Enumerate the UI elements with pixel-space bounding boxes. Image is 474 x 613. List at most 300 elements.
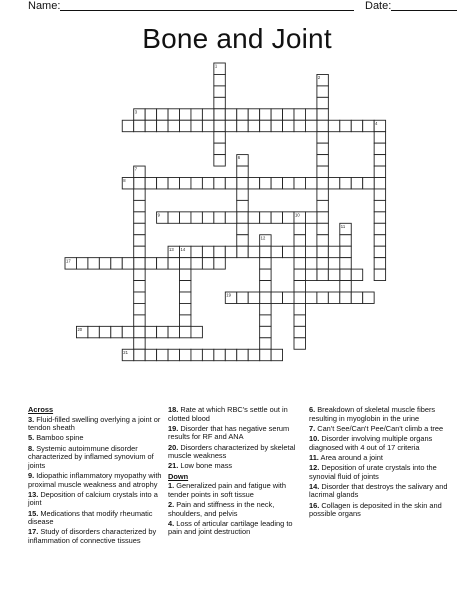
cell-number: 20 [77, 326, 83, 332]
cell-number: 10 [295, 212, 300, 218]
clue-item [309, 483, 449, 500]
clue-item [28, 434, 162, 443]
grid-cell[interactable] [283, 120, 294, 131]
grid-cell[interactable] [134, 212, 145, 223]
grid-cell[interactable] [180, 292, 191, 303]
grid-cell[interactable] [340, 120, 351, 131]
clue-item [168, 482, 305, 499]
grid-cell[interactable] [305, 109, 316, 120]
grid-cell[interactable] [374, 178, 385, 189]
grid-cell[interactable] [99, 326, 110, 337]
grid-cell[interactable] [237, 223, 248, 234]
grid-cell[interactable] [340, 258, 351, 269]
grid-cell[interactable] [168, 109, 179, 120]
grid-cell[interactable] [305, 269, 316, 280]
grid-cell[interactable] [260, 258, 271, 269]
clue-item [309, 425, 449, 434]
clue-item [168, 444, 305, 461]
grid-cell[interactable] [214, 74, 225, 85]
grid-cell[interactable] [225, 120, 236, 131]
clue-number: 1. [168, 481, 175, 491]
down-list-a [168, 482, 305, 537]
grid-cell[interactable] [283, 178, 294, 189]
clue-text: Can't See/Can't Pee/Can't climb a tree [315, 423, 444, 433]
clue-text: Systemic autoimmune disorder characterized by inflamed synovium of joints [28, 443, 154, 470]
grid-cell[interactable] [260, 303, 271, 314]
grid-cell[interactable] [202, 109, 213, 120]
grid-cell[interactable] [317, 166, 328, 177]
clue-number: 16. [309, 500, 320, 510]
grid-cell[interactable] [351, 120, 362, 131]
grid-cell[interactable] [271, 246, 282, 257]
clue-number: 2. [168, 499, 175, 509]
grid-cell[interactable] [260, 326, 271, 337]
grid-cell[interactable] [99, 258, 110, 269]
grid-cell[interactable] [76, 258, 87, 269]
grid-cell[interactable] [351, 178, 362, 189]
grid-cell[interactable] [134, 223, 145, 234]
grid-cell[interactable] [260, 349, 271, 360]
grid-cell[interactable] [317, 292, 328, 303]
grid-cell[interactable] [305, 212, 316, 223]
grid-cell[interactable] [374, 143, 385, 154]
grid-cell[interactable] [145, 120, 156, 131]
grid-cell[interactable] [214, 178, 225, 189]
clue-text: Deposition of urate crystals into the synovial fluid of joints [309, 462, 437, 481]
grid-cell[interactable] [271, 292, 282, 303]
grid-cell[interactable] [374, 223, 385, 234]
clue-text: Area around a joint [318, 452, 383, 462]
clue-item [168, 425, 305, 442]
grid-cell[interactable] [260, 212, 271, 223]
grid-cell[interactable] [237, 120, 248, 131]
grid-cell[interactable] [237, 212, 248, 223]
clue-number: 9. [28, 470, 35, 480]
grid-cell[interactable] [225, 246, 236, 257]
clue-number: 7. [309, 423, 316, 433]
grid-cell[interactable] [328, 292, 339, 303]
clue-text: Pain and stiffness in the neck, shoulders, and pelvis [168, 499, 275, 518]
cell-number: 19 [226, 292, 231, 298]
grid-cell[interactable] [305, 292, 316, 303]
clue-item [28, 416, 162, 433]
clue-item [28, 528, 162, 545]
grid-cell[interactable] [317, 109, 328, 120]
clue-text: Bamboo spine [34, 433, 84, 443]
grid-cell[interactable] [180, 349, 191, 360]
grid-cell[interactable] [191, 109, 202, 120]
down-heading: Down [168, 471, 189, 481]
across-column [28, 406, 162, 547]
clue-number: 12. [309, 462, 320, 472]
grid-cell[interactable] [294, 338, 305, 349]
grid-cell[interactable] [294, 178, 305, 189]
grid-cell[interactable] [294, 269, 305, 280]
grid-cell[interactable] [191, 246, 202, 257]
grid-cell[interactable] [317, 143, 328, 154]
grid-cell[interactable] [122, 120, 133, 131]
grid-cell[interactable] [294, 223, 305, 234]
grid-cell[interactable] [260, 246, 271, 257]
grid-cell[interactable] [111, 258, 122, 269]
cell-number: 8 [123, 178, 126, 184]
grid-cell[interactable] [134, 189, 145, 200]
grid-cell[interactable] [237, 292, 248, 303]
grid-cell[interactable] [157, 178, 168, 189]
grid-cell[interactable] [248, 246, 259, 257]
cell-number: 21 [123, 349, 128, 355]
clue-item [309, 406, 449, 423]
grid-cell[interactable] [122, 326, 133, 337]
clue-text: Disorder that destroys the salivary and lacrimal glands [309, 481, 448, 500]
clue-item [309, 502, 449, 519]
grid-cell[interactable] [317, 120, 328, 131]
grid-cell[interactable] [248, 349, 259, 360]
grid-cell[interactable] [180, 315, 191, 326]
grid-cell[interactable] [317, 97, 328, 108]
grid-cell[interactable] [260, 315, 271, 326]
grid-cell[interactable] [283, 109, 294, 120]
grid-cell[interactable] [180, 303, 191, 314]
grid-cell[interactable] [317, 200, 328, 211]
clue-item [309, 435, 449, 452]
grid-cell[interactable] [260, 178, 271, 189]
grid-cell[interactable] [340, 178, 351, 189]
grid-cell[interactable] [134, 235, 145, 246]
grid-cell[interactable] [271, 178, 282, 189]
grid-cell[interactable] [214, 258, 225, 269]
clue-number: 10. [309, 433, 320, 443]
down-list-b [309, 406, 449, 519]
cell-number: 9 [157, 212, 160, 218]
grid-cell[interactable] [157, 258, 168, 269]
grid-cell[interactable] [168, 258, 179, 269]
grid-cell[interactable] [180, 120, 191, 131]
grid-cell[interactable] [145, 258, 156, 269]
grid-cell[interactable] [294, 303, 305, 314]
clue-text: Disorders characterized by skeletal muscle weakness [168, 442, 296, 461]
clue-text: Medications that modify rheumatic disease [28, 508, 153, 527]
clue-text: Fluid-filled swelling overlying a joint or tendon sheath [28, 414, 161, 433]
grid-cell[interactable] [374, 235, 385, 246]
grid-cell[interactable] [157, 326, 168, 337]
cell-number: 12 [260, 235, 266, 241]
cell-number: 17 [66, 258, 71, 264]
grid-cell[interactable] [294, 109, 305, 120]
grid-cell[interactable] [168, 326, 179, 337]
grid-cell[interactable] [237, 200, 248, 211]
grid-cell[interactable] [134, 269, 145, 280]
grid-cell[interactable] [134, 326, 145, 337]
grid-cell[interactable] [248, 178, 259, 189]
clue-item [168, 501, 305, 518]
grid-cell[interactable] [237, 166, 248, 177]
clue-item [309, 464, 449, 481]
grid-cell[interactable] [248, 212, 259, 223]
grid-cell[interactable] [363, 178, 374, 189]
grid-cell[interactable] [134, 349, 145, 360]
grid-cell[interactable] [225, 178, 236, 189]
grid-cell[interactable] [191, 178, 202, 189]
grid-cell[interactable] [283, 246, 294, 257]
grid-cell[interactable] [180, 178, 191, 189]
clue-text: Deposition of calcium crystals into a joint [28, 489, 158, 508]
grid-cell[interactable] [374, 200, 385, 211]
grid-cell[interactable] [202, 349, 213, 360]
grid-cell[interactable] [134, 120, 145, 131]
grid-cell[interactable] [134, 338, 145, 349]
grid-cell[interactable] [157, 109, 168, 120]
grid-cell[interactable] [214, 349, 225, 360]
clue-item [28, 491, 162, 508]
grid-cell[interactable] [317, 235, 328, 246]
grid-cell[interactable] [180, 281, 191, 292]
grid-cell[interactable] [260, 269, 271, 280]
grid-cell[interactable] [374, 212, 385, 223]
clue-number: 14. [309, 481, 320, 491]
grid-cell[interactable] [374, 155, 385, 166]
grid-cell[interactable] [317, 258, 328, 269]
grid-cell[interactable] [351, 269, 362, 280]
grid-cell[interactable] [214, 86, 225, 97]
grid-cell[interactable] [180, 212, 191, 223]
grid-cell[interactable] [237, 235, 248, 246]
grid-cell[interactable] [134, 178, 145, 189]
grid-cell[interactable] [363, 120, 374, 131]
clue-text: Collagen is deposited in the skin and possible organs [309, 500, 442, 519]
grid-cell[interactable] [214, 97, 225, 108]
grid-cell[interactable] [191, 326, 202, 337]
date-label: Date: [365, 0, 392, 12]
grid-cell[interactable] [374, 189, 385, 200]
grid-cell[interactable] [180, 326, 191, 337]
grid-cell[interactable] [294, 246, 305, 257]
grid-cell[interactable] [168, 349, 179, 360]
grid-cell[interactable] [294, 292, 305, 303]
grid-cell[interactable] [145, 178, 156, 189]
clue-text: Disorder involving multiple organs diagnosed with 4 out of 17 criteria [309, 433, 433, 452]
grid-cell[interactable] [260, 338, 271, 349]
grid-cell[interactable] [374, 166, 385, 177]
grid-cell[interactable] [191, 349, 202, 360]
clue-number: 19. [168, 423, 179, 433]
grid-cell[interactable] [283, 212, 294, 223]
grid-cell[interactable] [145, 326, 156, 337]
grid-cell[interactable] [317, 178, 328, 189]
grid-cell[interactable] [202, 246, 213, 257]
grid-cell[interactable] [271, 212, 282, 223]
grid-cell[interactable] [122, 258, 133, 269]
grid-cell[interactable] [88, 258, 99, 269]
grid-cell[interactable] [294, 235, 305, 246]
grid-cell[interactable] [202, 212, 213, 223]
clue-text: Low bone mass [178, 461, 233, 471]
grid-cell[interactable] [260, 292, 271, 303]
cell-number: 7 [134, 166, 138, 172]
clue-item [168, 520, 305, 537]
grid-cell[interactable] [180, 109, 191, 120]
across-down-column [168, 406, 305, 538]
grid-cell[interactable] [157, 120, 168, 131]
grid-cell[interactable] [111, 326, 122, 337]
grid-cell[interactable] [294, 281, 305, 292]
clue-number: 4. [168, 518, 175, 528]
cell-number: 6 [237, 155, 241, 161]
grid-cell[interactable] [214, 212, 225, 223]
grid-cell[interactable] [214, 132, 225, 143]
grid-cell[interactable] [237, 178, 248, 189]
grid-cell[interactable] [202, 178, 213, 189]
clue-item [168, 406, 305, 423]
grid-cell[interactable] [134, 246, 145, 257]
clue-text: Rate at which RBC's settle out in clotted blood [168, 405, 288, 423]
grid-cell[interactable] [294, 258, 305, 269]
grid-cell[interactable] [191, 258, 202, 269]
grid-cell[interactable] [191, 212, 202, 223]
grid-cell[interactable] [260, 281, 271, 292]
grid-cell[interactable] [237, 189, 248, 200]
cell-number: 1 [214, 63, 218, 69]
clue-item [28, 472, 162, 489]
grid-cell[interactable] [328, 178, 339, 189]
grid-cell[interactable] [328, 269, 339, 280]
grid-cell[interactable] [214, 155, 225, 166]
grid-cell[interactable] [271, 109, 282, 120]
grid-cell[interactable] [237, 109, 248, 120]
grid-cell[interactable] [248, 120, 259, 131]
grid-cell[interactable] [340, 235, 351, 246]
clue-item [28, 510, 162, 527]
cell-number: 14 [180, 246, 186, 252]
grid-cell[interactable] [294, 315, 305, 326]
clue-text: Study of disorders characterized by inflammation of connective tissues [28, 527, 157, 545]
cell-number: 2 [317, 75, 321, 81]
grid-cell[interactable] [134, 200, 145, 211]
grid-cell[interactable] [180, 258, 191, 269]
grid-cell[interactable] [260, 109, 271, 120]
clue-number: 3. [28, 414, 35, 424]
grid-cell[interactable] [328, 246, 339, 257]
grid-cell[interactable] [317, 86, 328, 97]
grid-cell[interactable] [168, 178, 179, 189]
clue-number: 5. [28, 433, 35, 443]
clue-number: 21. [168, 461, 179, 471]
clue-item [28, 445, 162, 471]
clue-number: 20. [168, 442, 179, 452]
clue-item [168, 462, 305, 471]
grid-cell[interactable] [340, 269, 351, 280]
puzzle-title: Bone and Joint [142, 23, 332, 54]
grid-cell[interactable] [191, 120, 202, 131]
down-column [309, 406, 449, 520]
grid-cell[interactable] [271, 349, 282, 360]
grid-cell[interactable] [214, 120, 225, 131]
grid-cell[interactable] [363, 292, 374, 303]
clue-number: 13. [28, 489, 39, 499]
grid-cell[interactable] [317, 189, 328, 200]
grid-cell[interactable] [145, 349, 156, 360]
grid-cell[interactable] [214, 109, 225, 120]
grid-cell[interactable] [134, 281, 145, 292]
grid-cell[interactable] [168, 212, 179, 223]
cell-number: 4 [375, 120, 378, 126]
grid-cell[interactable] [305, 120, 316, 131]
grid-cell[interactable] [317, 223, 328, 234]
clue-item [309, 454, 449, 463]
grid-cell[interactable] [317, 132, 328, 143]
grid-cell[interactable] [374, 258, 385, 269]
grid-cell[interactable] [305, 246, 316, 257]
grid-cell[interactable] [202, 258, 213, 269]
grid-cell[interactable] [317, 269, 328, 280]
grid-cell[interactable] [374, 246, 385, 257]
grid-cell[interactable] [134, 258, 145, 269]
grid-cell[interactable] [283, 292, 294, 303]
grid-cell[interactable] [134, 292, 145, 303]
grid-cell[interactable] [202, 120, 213, 131]
grid-cell[interactable] [260, 120, 271, 131]
grid-cell[interactable] [214, 246, 225, 257]
grid-cell[interactable] [328, 120, 339, 131]
clue-number: 6. [309, 405, 316, 414]
grid-cell[interactable] [225, 212, 236, 223]
grid-cell[interactable] [225, 109, 236, 120]
grid-cell[interactable] [305, 178, 316, 189]
grid-cell[interactable] [340, 292, 351, 303]
cell-number: 13 [169, 246, 174, 252]
grid-cell[interactable] [134, 315, 145, 326]
grid-cell[interactable] [88, 326, 99, 337]
grid-cell[interactable] [374, 132, 385, 143]
grid-cell[interactable] [134, 303, 145, 314]
cell-number: 11 [340, 223, 346, 229]
grid-cell[interactable] [294, 326, 305, 337]
clue-number: 15. [28, 508, 39, 518]
clue-text: Generalized pain and fatigue with tender points in soft tissue [168, 481, 286, 499]
grid-cell[interactable] [374, 269, 385, 280]
grid-cell[interactable] [248, 292, 259, 303]
across-heading: Across [28, 405, 54, 414]
clue-number: 17. [28, 527, 39, 537]
across-list-a [28, 416, 162, 546]
grid-cell[interactable] [248, 109, 259, 120]
grid-cell[interactable] [237, 349, 248, 360]
grid-cell[interactable] [271, 120, 282, 131]
across-list-b [168, 406, 305, 471]
grid-cell[interactable] [237, 246, 248, 257]
cell-number: 3 [134, 109, 138, 115]
grid-cell[interactable] [317, 155, 328, 166]
clue-text: Loss of articular cartilage leading to pain and joint destruction [168, 518, 293, 537]
grid-cell[interactable] [225, 349, 236, 360]
grid-cell[interactable] [145, 109, 156, 120]
clue-number: 8. [28, 443, 35, 453]
grid-cell[interactable] [168, 120, 179, 131]
clue-text: Breakdown of skeletal muscle fibers resulting in myoglobin in the urine [309, 405, 436, 423]
grid-cell[interactable] [317, 246, 328, 257]
grid-cell[interactable] [180, 269, 191, 280]
clue-number: 18. [168, 405, 179, 414]
grid-cell[interactable] [340, 281, 351, 292]
grid-cell[interactable] [340, 246, 351, 257]
grid-cell[interactable] [317, 212, 328, 223]
grid-cell[interactable] [214, 143, 225, 154]
clue-text: Idiopathic inflammatory myopathy with proximal muscle weakness and atrophy [28, 470, 162, 489]
name-label: Name: [28, 0, 61, 12]
grid-cell[interactable] [157, 349, 168, 360]
grid-cell[interactable] [294, 120, 305, 131]
grid-cell[interactable] [351, 292, 362, 303]
